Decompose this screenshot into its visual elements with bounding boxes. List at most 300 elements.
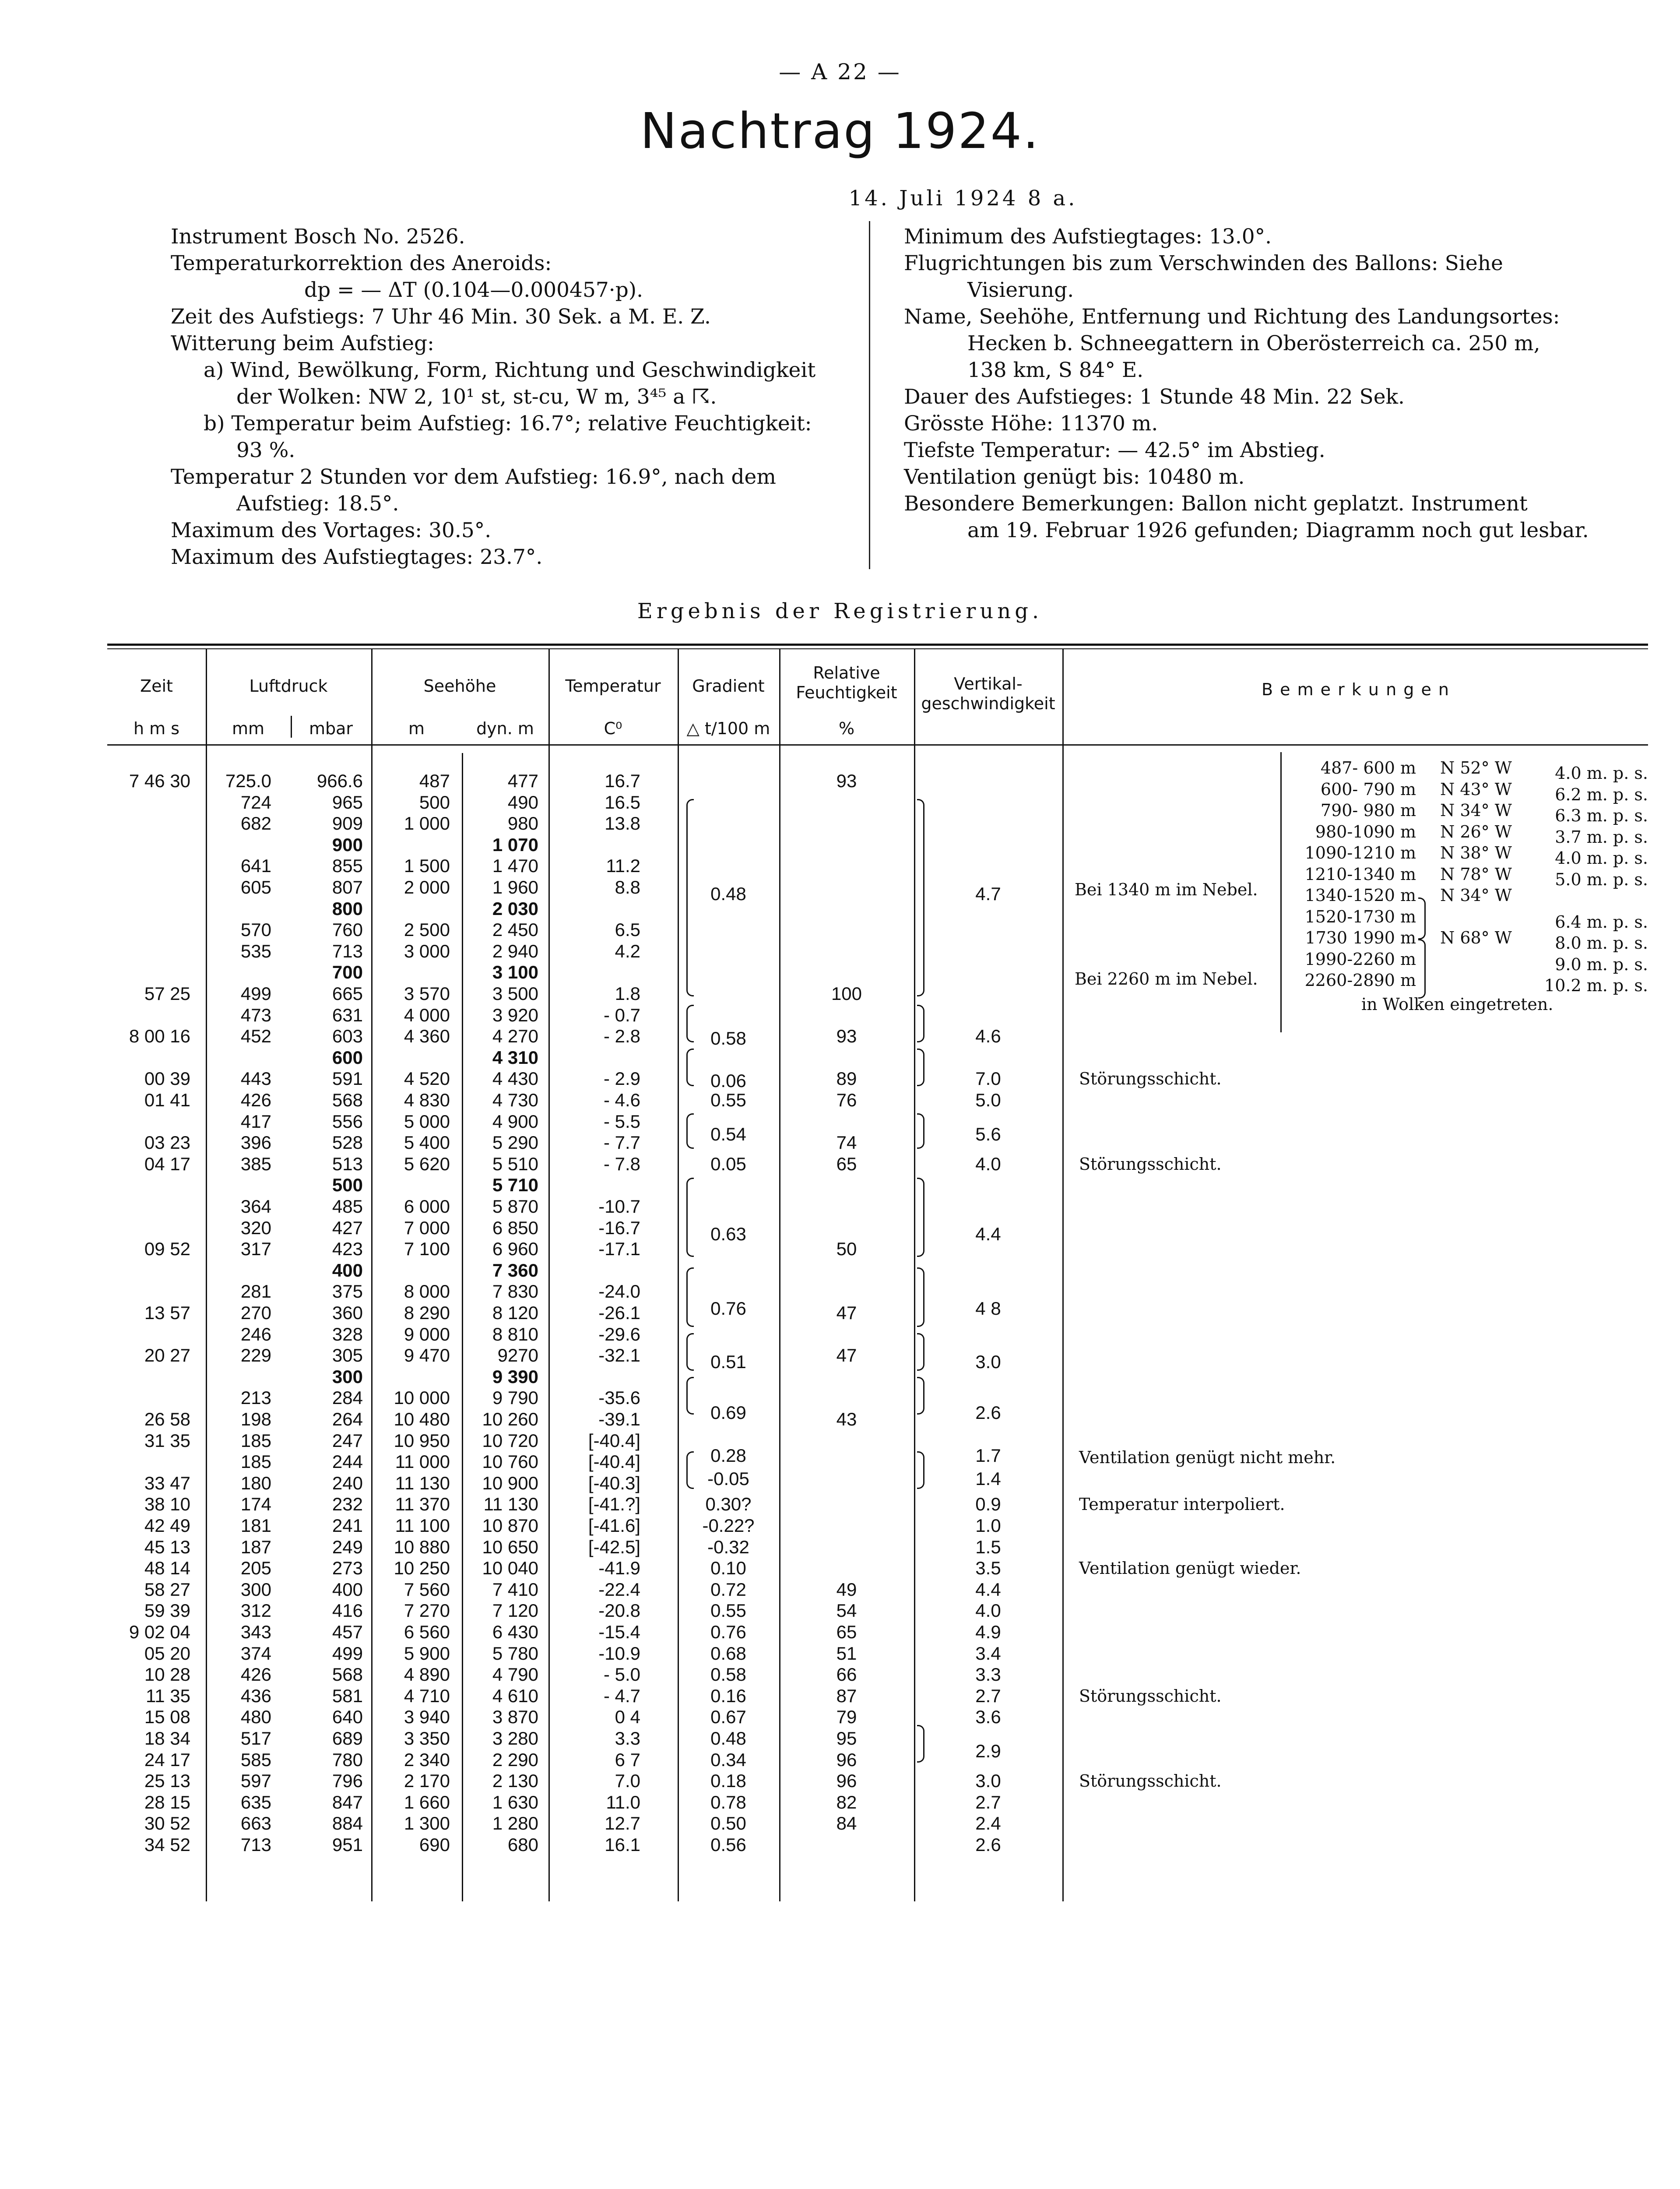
- cell-time: 38 10: [144, 1494, 190, 1515]
- cell-humidity: 100: [831, 983, 862, 1004]
- cell-vertical-speed: 1.0: [975, 1515, 1001, 1536]
- cell-height-m: 4 890: [404, 1664, 450, 1685]
- cell-pressure-mm: 396: [240, 1132, 271, 1153]
- cell-pressure-mm: 181: [240, 1515, 271, 1536]
- cell-time: 59 39: [144, 1600, 190, 1621]
- wind-direction: N 38° W: [1440, 843, 1512, 862]
- cell-pressure-mbar: 631: [332, 1004, 363, 1025]
- metadata-line: Maximum des Aufstiegtages: 23.7°.: [171, 545, 543, 569]
- cell-temperature: 6.5: [615, 919, 640, 940]
- cell-vertical-speed: 3.6: [975, 1707, 1001, 1728]
- cell-humidity: 96: [836, 1770, 857, 1791]
- cell-pressure-mm: 185: [240, 1451, 271, 1472]
- cell-height-m: 11 370: [395, 1494, 450, 1515]
- metadata-line: Aufstieg: 18.5°.: [236, 492, 399, 516]
- cell-pressure-mbar: 328: [332, 1323, 363, 1344]
- cell-pressure-mm: 417: [240, 1111, 271, 1132]
- cell-time: 11 35: [146, 1685, 190, 1706]
- cell-height-m: 7 270: [404, 1600, 450, 1621]
- cell-pressure-mbar: 900: [332, 834, 363, 855]
- cell-gradient: 0.68: [710, 1643, 746, 1664]
- wind-altitude-range: 1990-2260 m: [1304, 949, 1416, 969]
- cell-vertical-speed: 3.0: [975, 1351, 1001, 1372]
- cell-height-m: 500: [419, 792, 450, 813]
- cell-height-m: 7 560: [404, 1579, 450, 1600]
- wind-direction: N 52° W: [1440, 758, 1512, 778]
- cell-humidity: 54: [836, 1600, 857, 1621]
- cell-gradient: 0.05: [710, 1153, 746, 1174]
- remark: Störungsschicht.: [1079, 1771, 1222, 1791]
- cell-temperature: 4.2: [615, 940, 640, 961]
- header-luftdruck: Luftdruck: [249, 676, 328, 696]
- wind-note: in Wolken eingetreten.: [1361, 995, 1553, 1014]
- cell-height-m: 8 000: [404, 1281, 450, 1302]
- wind-speed: 10.2 m. p. s.: [1544, 976, 1648, 995]
- cell-height-dynm: 1 070: [492, 834, 538, 855]
- cell-pressure-mbar: 300: [332, 1366, 363, 1387]
- cell-pressure-mbar: 603: [332, 1026, 363, 1047]
- cell-height-dynm: 3 100: [492, 962, 538, 983]
- cell-time: 8 00 16: [129, 1026, 190, 1047]
- cell-gradient: 0.50: [710, 1813, 746, 1834]
- cell-pressure-mbar: 513: [332, 1153, 363, 1174]
- cell-time: 45 13: [144, 1536, 190, 1557]
- metadata-line: a) Wind, Bewölkung, Form, Richtung und Geschwindigkeit: [204, 358, 816, 382]
- cell-pressure-mbar: 796: [332, 1770, 363, 1791]
- cell-temperature: - 0.7: [603, 1004, 640, 1025]
- cell-pressure-mm: 385: [240, 1153, 271, 1174]
- cell-height-dynm: 9 790: [492, 1387, 538, 1408]
- cell-pressure-mbar: 966.6: [316, 771, 363, 791]
- cell-vertical-speed: 2.6: [975, 1834, 1001, 1855]
- cell-temperature: [-40.4]: [588, 1430, 640, 1451]
- cell-gradient: 0.76: [710, 1298, 746, 1319]
- cell-humidity: 87: [836, 1685, 857, 1706]
- cell-height-m: 2 000: [404, 877, 450, 897]
- cell-temperature: 3.3: [615, 1728, 640, 1749]
- cell-height-m: 8 290: [404, 1302, 450, 1323]
- cell-height-m: 2 500: [404, 919, 450, 940]
- cell-height-dynm: 4 610: [492, 1685, 538, 1706]
- cell-pressure-mbar: 780: [332, 1749, 363, 1770]
- cell-time: 26 58: [144, 1409, 190, 1429]
- cell-height-m: 5 900: [404, 1643, 450, 1664]
- cell-vertical-speed: 4.0: [975, 1153, 1001, 1174]
- cell-gradient: -0.32: [707, 1536, 749, 1557]
- cell-height-dynm: 490: [507, 792, 538, 813]
- cell-height-m: 5 620: [404, 1153, 450, 1174]
- cell-vertical-speed: 3.0: [975, 1770, 1001, 1791]
- cell-pressure-mm: 480: [240, 1707, 271, 1728]
- cell-height-m: 4 710: [404, 1685, 450, 1706]
- cell-humidity: 74: [836, 1132, 857, 1153]
- cell-temperature: -39.1: [598, 1409, 640, 1429]
- cell-humidity: 93: [836, 1026, 857, 1047]
- page-title: Nachtrag 1924.: [640, 103, 1040, 160]
- cell-height-dynm: 980: [507, 813, 538, 834]
- cell-time: 20 27: [144, 1345, 190, 1366]
- cell-temperature: -24.0: [598, 1281, 640, 1302]
- cell-pressure-mm: 499: [240, 983, 271, 1004]
- remark: Störungsschicht.: [1079, 1069, 1222, 1089]
- cell-time: 01 41: [144, 1090, 190, 1110]
- cell-gradient: 0.48: [710, 1728, 746, 1749]
- cell-gradient: 0.69: [710, 1402, 746, 1423]
- header-bemerkungen: B e m e r k u n g e n: [1261, 680, 1450, 699]
- cell-time: 05 20: [144, 1643, 190, 1664]
- metadata-line: der Wolken: NW 2, 10¹ st, st-cu, W m, 3⁴⁵ a ☈.: [236, 385, 717, 409]
- cell-temperature: 11.0: [606, 1791, 640, 1812]
- cell-gradient: 0.55: [710, 1600, 746, 1621]
- cell-pressure-mbar: 581: [332, 1685, 363, 1706]
- cell-pressure-mm: 436: [240, 1685, 271, 1706]
- cell-height-dynm: 4 310: [492, 1047, 538, 1068]
- cell-pressure-mbar: 457: [332, 1622, 363, 1642]
- header-mbar: mbar: [309, 719, 353, 738]
- cell-temperature: 11.2: [606, 855, 640, 876]
- cell-pressure-mbar: 427: [332, 1217, 363, 1238]
- metadata-line: Flugrichtungen bis zum Verschwinden des Ballons: Siehe: [904, 251, 1503, 275]
- cell-pressure-mbar: 240: [332, 1472, 363, 1493]
- cell-pressure-mm: 570: [240, 919, 271, 940]
- wind-table-bracket: [1280, 752, 1282, 1032]
- cell-pressure-mm: 452: [240, 1026, 271, 1047]
- cell-vertical-speed: 2.7: [975, 1791, 1001, 1812]
- cell-pressure-mbar: 249: [332, 1536, 363, 1557]
- cell-height-dynm: 10 900: [482, 1472, 538, 1493]
- gradient-brace: [686, 1049, 694, 1086]
- cell-temperature: 1.8: [615, 983, 640, 1004]
- header-gradient-unit: △ t/100 m: [686, 719, 770, 738]
- cell-height-dynm: 2 130: [492, 1770, 538, 1791]
- cell-time: 58 27: [144, 1579, 190, 1600]
- cell-height-m: 4 830: [404, 1090, 450, 1110]
- cell-pressure-mbar: 600: [332, 1047, 363, 1068]
- cell-height-dynm: 4 730: [492, 1090, 538, 1110]
- cell-time: 28 15: [144, 1791, 190, 1812]
- wind-altitude-range: 600- 790 m: [1320, 779, 1416, 799]
- cell-vertical-speed: 5.0: [975, 1090, 1001, 1110]
- metadata-line: Ventilation genügt bis: 10480 m.: [904, 465, 1245, 489]
- cell-pressure-mbar: 485: [332, 1196, 363, 1217]
- wind-speed: 6.2 m. p. s.: [1555, 785, 1648, 804]
- cell-pressure-mbar: 244: [332, 1451, 363, 1472]
- cell-gradient: 0.58: [710, 1028, 746, 1049]
- cell-pressure-mm: 597: [240, 1770, 271, 1791]
- cell-vertical-speed: 2.6: [975, 1402, 1001, 1423]
- cell-pressure-mbar: 375: [332, 1281, 363, 1302]
- cell-vertical-speed: 1.7: [975, 1445, 1001, 1466]
- cell-height-dynm: 1 960: [492, 877, 538, 897]
- cell-height-m: 5 000: [404, 1111, 450, 1132]
- cell-time: 57 25: [144, 983, 190, 1004]
- cell-height-m: 4 000: [404, 1004, 450, 1025]
- wind-direction: N 68° W: [1440, 928, 1512, 947]
- cell-pressure-mbar: 855: [332, 855, 363, 876]
- gradient-brace: [686, 1451, 694, 1489]
- cell-humidity: 66: [836, 1664, 857, 1685]
- cell-temperature: - 7.7: [603, 1132, 640, 1153]
- gradient-brace: [686, 1333, 694, 1371]
- cell-temperature: 0 4: [615, 1707, 640, 1728]
- wind-altitude-range: 980-1090 m: [1315, 822, 1416, 841]
- cell-temperature: 16.1: [605, 1834, 640, 1855]
- remark: Ventilation genügt nicht mehr.: [1079, 1448, 1336, 1468]
- cell-height-dynm: 4 430: [492, 1068, 538, 1089]
- cell-height-dynm: 1 470: [492, 855, 538, 876]
- metadata-left: [171, 223, 849, 570]
- cell-height-m: 10 880: [394, 1536, 450, 1557]
- cell-height-dynm: 10 870: [482, 1515, 538, 1536]
- cell-pressure-mm: 535: [240, 940, 271, 961]
- cell-temperature: [-41.?]: [588, 1494, 640, 1515]
- cell-height-m: 7 100: [404, 1239, 450, 1260]
- cell-height-m: 11 000: [395, 1451, 450, 1472]
- cell-pressure-mm: 185: [240, 1430, 271, 1451]
- cell-height-m: 3 570: [404, 983, 450, 1004]
- cell-pressure-mbar: 556: [332, 1111, 363, 1132]
- cell-temperature: - 4.6: [603, 1090, 640, 1110]
- header-m: m: [408, 719, 425, 738]
- cell-humidity: 51: [836, 1643, 857, 1664]
- vertical-brace: [917, 1377, 924, 1415]
- cell-gradient: 0.34: [710, 1749, 746, 1770]
- wind-speed: 4.0 m. p. s.: [1555, 764, 1648, 783]
- cell-pressure-mm: 343: [240, 1622, 271, 1642]
- cell-humidity: 50: [836, 1239, 857, 1260]
- gradient-brace: [686, 1005, 694, 1042]
- table-top-rule: [107, 644, 1648, 646]
- metadata-line: Temperaturkorrektion des Aneroids:: [171, 251, 552, 275]
- cell-height-m: 2 170: [404, 1770, 450, 1791]
- cell-height-m: 3 000: [404, 940, 450, 961]
- remark: Ventilation genügt wieder.: [1079, 1559, 1301, 1578]
- cell-time: 15 08: [144, 1707, 190, 1728]
- cell-pressure-mm: 180: [240, 1472, 271, 1493]
- cell-temperature: [-40.4]: [588, 1451, 640, 1472]
- cell-temperature: 8.8: [615, 877, 640, 897]
- cell-height-dynm: 10 260: [482, 1409, 538, 1429]
- cell-height-dynm: 10 720: [482, 1430, 538, 1451]
- cell-temperature: - 2.9: [603, 1068, 640, 1089]
- cell-pressure-mm: 724: [240, 792, 271, 813]
- cell-height-dynm: 2 450: [492, 919, 538, 940]
- cell-height-dynm: 3 500: [492, 983, 538, 1004]
- cell-pressure-mm: 517: [240, 1728, 271, 1749]
- wind-altitude-range: 1210-1340 m: [1304, 864, 1416, 884]
- cell-temperature: [-40.3]: [588, 1472, 640, 1493]
- cell-height-dynm: 1 280: [492, 1813, 538, 1834]
- cell-time: 10 28: [144, 1664, 190, 1685]
- vertical-brace: [917, 799, 924, 996]
- ascent-date: 14. Juli 1924 8 a.: [848, 186, 1078, 211]
- vertical-brace: [917, 1451, 924, 1489]
- wind-brace: [1418, 939, 1426, 999]
- cell-gradient: 0.51: [710, 1351, 746, 1372]
- cell-pressure-mbar: 700: [332, 962, 363, 983]
- cell-height-dynm: 680: [507, 1834, 538, 1855]
- cell-temperature: -15.4: [598, 1622, 640, 1642]
- cell-pressure-mbar: 360: [332, 1302, 363, 1323]
- cell-temperature: - 5.5: [603, 1111, 640, 1132]
- cell-humidity: 47: [836, 1302, 857, 1323]
- cell-vertical-speed: 4.0: [975, 1600, 1001, 1621]
- cell-pressure-mm: 605: [240, 877, 271, 897]
- cell-pressure-mbar: 400: [332, 1579, 363, 1600]
- cell-vertical-speed: 2.9: [975, 1741, 1001, 1762]
- cell-pressure-mbar: 665: [332, 983, 363, 1004]
- cell-temperature: - 7.8: [603, 1153, 640, 1174]
- cell-temperature: 12.7: [605, 1813, 640, 1834]
- metadata-line: 93 %.: [236, 438, 295, 462]
- table-header-rule: [107, 744, 1648, 746]
- cell-time: 09 52: [144, 1239, 190, 1260]
- wind-direction: N 43° W: [1440, 779, 1512, 799]
- cell-vertical-speed: 0.9: [975, 1494, 1001, 1515]
- metadata-line: 138 km, S 84° E.: [967, 358, 1144, 382]
- cell-pressure-mbar: 591: [332, 1068, 363, 1089]
- metadata-line: Witterung beim Aufstieg:: [171, 331, 434, 355]
- cell-pressure-mm: 270: [240, 1302, 271, 1323]
- wind-altitude-range: 1090-1210 m: [1304, 843, 1416, 862]
- header-mm: mm: [232, 719, 265, 738]
- cell-height-m: 11 100: [395, 1515, 450, 1536]
- cell-gradient: 0.10: [710, 1558, 746, 1579]
- cell-vertical-speed: 3.3: [975, 1664, 1001, 1685]
- cell-time: 9 02 04: [129, 1622, 190, 1642]
- cell-pressure-mbar: 884: [332, 1813, 363, 1834]
- cell-vertical-speed: 4.9: [975, 1622, 1001, 1642]
- vertical-brace: [917, 1333, 924, 1371]
- cell-temperature: [-41.6]: [588, 1515, 640, 1536]
- cell-height-m: 10 000: [394, 1387, 450, 1408]
- cell-height-dynm: 6 430: [492, 1622, 538, 1642]
- cell-height-m: 6 000: [404, 1196, 450, 1217]
- table-top-rule-thin: [107, 648, 1648, 649]
- cell-pressure-mbar: 528: [332, 1132, 363, 1153]
- cell-height-m: 690: [419, 1834, 450, 1855]
- cell-pressure-mm: 229: [240, 1345, 271, 1366]
- cell-pressure-mm: 713: [240, 1834, 271, 1855]
- cell-pressure-mbar: 305: [332, 1345, 363, 1366]
- gradient-brace: [686, 1113, 694, 1149]
- cell-time: 04 17: [144, 1153, 190, 1174]
- metadata-line: Minimum des Aufstiegtages: 13.0°.: [904, 225, 1272, 249]
- cell-pressure-mm: 585: [240, 1749, 271, 1770]
- wind-direction: N 34° W: [1440, 886, 1512, 905]
- cell-pressure-mbar: 273: [332, 1558, 363, 1579]
- page-number: — A 22 —: [779, 59, 901, 84]
- cell-height-dynm: 477: [507, 771, 538, 791]
- cell-humidity: 76: [836, 1090, 857, 1110]
- cell-time: 48 14: [144, 1558, 190, 1579]
- header-vertikal-1: Vertikal-: [954, 674, 1023, 693]
- cell-humidity: 49: [836, 1579, 857, 1600]
- vertical-brace: [917, 1725, 924, 1763]
- cell-pressure-mm: 641: [240, 855, 271, 876]
- vertical-brace: [917, 1267, 924, 1327]
- cell-humidity: 95: [836, 1728, 857, 1749]
- cell-vertical-speed: 4.7: [975, 883, 1001, 904]
- cell-temperature: - 5.0: [603, 1664, 640, 1685]
- cell-time: 03 23: [144, 1132, 190, 1153]
- cell-height-dynm: 8 810: [492, 1323, 538, 1344]
- cell-temperature: -17.1: [598, 1239, 640, 1260]
- cell-height-dynm: 1 630: [492, 1791, 538, 1812]
- metadata-line: Grösste Höhe: 11370 m.: [904, 412, 1158, 436]
- cell-height-dynm: 5 510: [492, 1153, 538, 1174]
- wind-speed: 4.0 m. p. s.: [1555, 848, 1648, 868]
- cell-humidity: 79: [836, 1707, 857, 1728]
- wind-direction: N 26° W: [1440, 822, 1512, 841]
- gradient-brace: [686, 1178, 694, 1257]
- cell-temperature: 16.5: [605, 792, 640, 813]
- cell-humidity: 65: [836, 1622, 857, 1642]
- header-temp-unit: C⁰: [604, 719, 622, 738]
- cell-height-dynm: 4 900: [492, 1111, 538, 1132]
- cell-pressure-mbar: 568: [332, 1664, 363, 1685]
- metadata-line: b) Temperatur beim Aufstieg: 16.7°; relative Feuchtigkeit:: [204, 412, 812, 436]
- cell-height-m: 3 940: [404, 1707, 450, 1728]
- cell-pressure-mm: 663: [240, 1813, 271, 1834]
- cell-humidity: 84: [836, 1813, 857, 1834]
- cell-height-m: 1 500: [404, 855, 450, 876]
- gradient-brace: [686, 1377, 694, 1415]
- cell-height-dynm: 4 270: [492, 1026, 538, 1047]
- cell-temperature: -32.1: [598, 1345, 640, 1366]
- cell-vertical-speed: 4.4: [975, 1579, 1001, 1600]
- remark: Bei 1340 m im Nebel.: [1075, 880, 1258, 899]
- metadata-line: am 19. Februar 1926 gefunden; Diagramm noch gut lesbar.: [967, 518, 1589, 542]
- metadata-line: Temperatur 2 Stunden vor dem Aufstieg: 16.9°, nach dem: [171, 465, 776, 489]
- cell-pressure-mbar: 760: [332, 919, 363, 940]
- wind-speed: 6.3 m. p. s.: [1555, 806, 1648, 825]
- metadata-line: Hecken b. Schneegattern in Oberösterreich ca. 250 m,: [967, 331, 1540, 355]
- cell-pressure-mm: 300: [240, 1579, 271, 1600]
- cell-gradient: 0.28: [710, 1445, 746, 1466]
- header-feuchtigkeit-1: Relative: [813, 663, 880, 683]
- cell-height-dynm: 5 290: [492, 1132, 538, 1153]
- metadata-right: [904, 223, 1589, 544]
- cell-height-m: 4 360: [404, 1026, 450, 1047]
- cell-height-m: 10 250: [394, 1558, 450, 1579]
- cell-pressure-mm: 364: [240, 1196, 271, 1217]
- cell-pressure-mbar: 965: [332, 792, 363, 813]
- cell-gradient: -0.05: [707, 1468, 749, 1489]
- cell-time: 30 52: [144, 1813, 190, 1834]
- cell-temperature: -10.7: [598, 1196, 640, 1217]
- cell-height-m: 1 000: [404, 813, 450, 834]
- header-zeit: Zeit: [140, 676, 173, 696]
- header-temperatur: Temperatur: [565, 676, 661, 696]
- metadata-line: Zeit des Aufstiegs: 7 Uhr 46 Min. 30 Sek. a M. E. Z.: [171, 305, 711, 329]
- cell-temperature: 6 7: [615, 1749, 640, 1770]
- cell-pressure-mm: 443: [240, 1068, 271, 1089]
- vertical-brace: [917, 1178, 924, 1257]
- cell-pressure-mbar: 400: [332, 1260, 363, 1281]
- cell-vertical-speed: 2.7: [975, 1685, 1001, 1706]
- cell-height-dynm: 10 760: [482, 1451, 538, 1472]
- wind-altitude-range: 1340-1520 m: [1304, 886, 1416, 905]
- cell-pressure-mbar: 247: [332, 1430, 363, 1451]
- cell-height-dynm: 4 790: [492, 1664, 538, 1685]
- cell-time: 34 52: [144, 1834, 190, 1855]
- cell-height-m: 6 560: [404, 1622, 450, 1642]
- header-seehoehe: Seehöhe: [423, 676, 496, 696]
- cell-pressure-mbar: 800: [332, 898, 363, 919]
- cell-height-dynm: 7 360: [492, 1260, 538, 1281]
- cell-gradient: 0.18: [710, 1770, 746, 1791]
